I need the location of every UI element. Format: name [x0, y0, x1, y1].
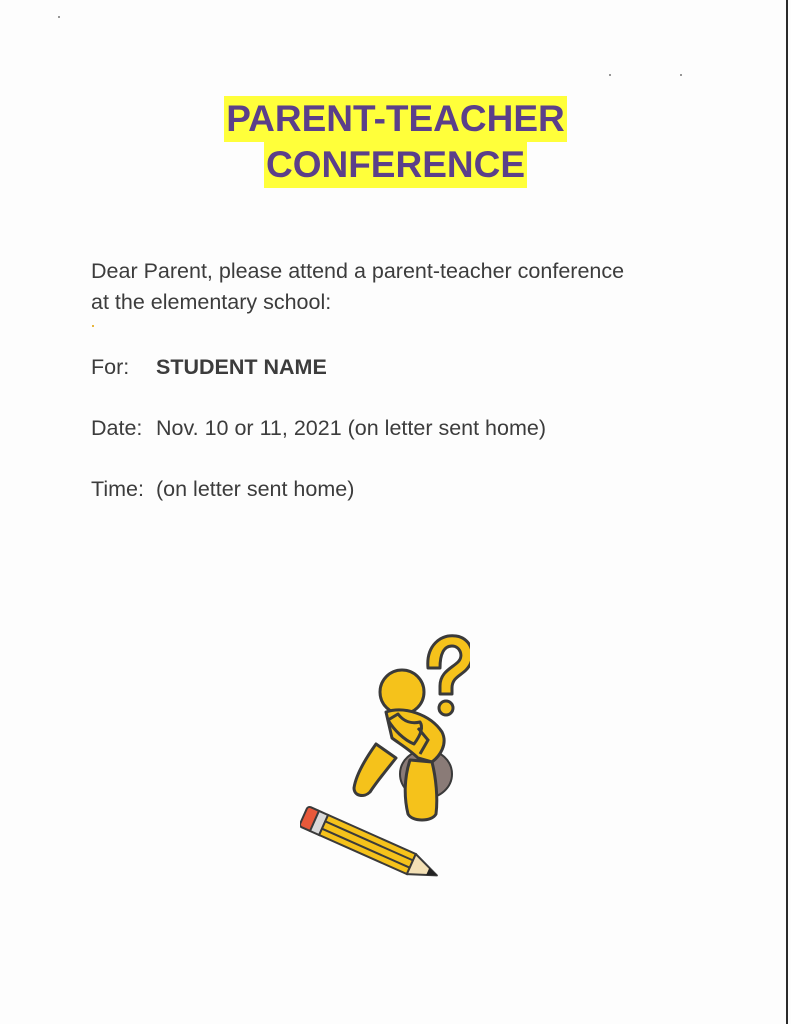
scan-speck	[680, 74, 682, 76]
page-title	[0, 96, 791, 188]
time-row	[91, 474, 354, 505]
for-label: For:	[91, 355, 130, 379]
intro-paragraph	[91, 256, 624, 318]
title-line-1: PARENT-TEACHER	[224, 96, 567, 142]
intro-line-1: Dear Parent, please attend a parent-teacher conference	[91, 259, 625, 283]
student-name: STUDENT NAME	[156, 355, 327, 379]
date-row	[91, 413, 546, 444]
date-label: Date:	[91, 416, 143, 440]
scan-speck	[92, 325, 94, 327]
time-value: (on letter sent home)	[156, 477, 355, 501]
title-line-2: CONFERENCE	[264, 142, 527, 188]
date-value: Nov. 10 or 11, 2021 (on letter sent home)	[156, 416, 547, 440]
question-mark-icon	[428, 636, 470, 715]
thinking-person-with-pencil-icon	[300, 628, 470, 888]
time-label: Time:	[91, 477, 144, 501]
intro-line-2: at the elementary school:	[91, 290, 332, 314]
scan-speck	[58, 16, 60, 18]
scan-speck	[609, 74, 611, 76]
for-row	[91, 352, 327, 383]
